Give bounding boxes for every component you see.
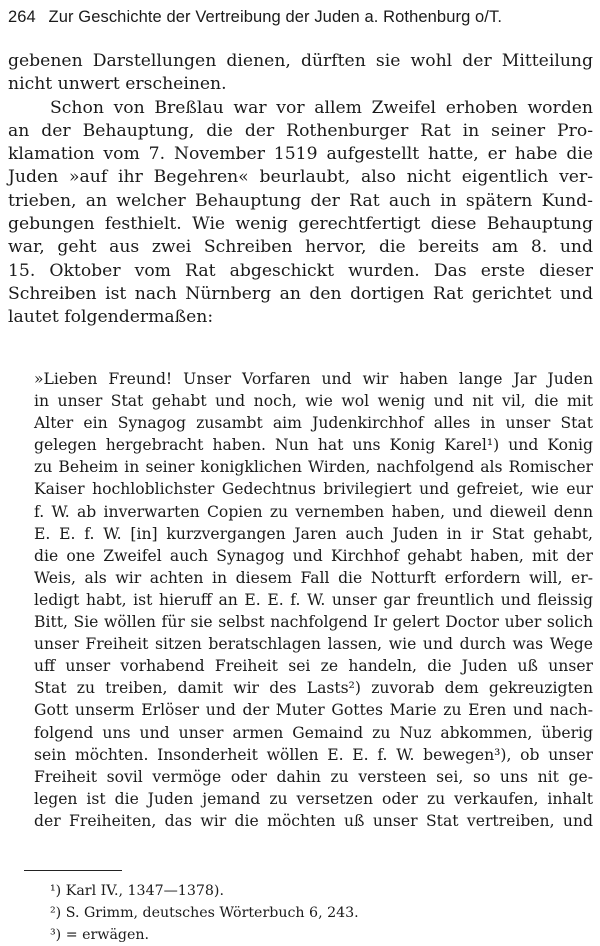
paragraph-continuation (8, 50, 593, 97)
text-line: trieben, an welcher Behauptung der Rat auch in spätern Kund- (8, 190, 593, 211)
text-line: klamation vom 7. November 1519 aufgestellt hatte, er habe die (8, 144, 593, 165)
quote-line: gelegen hergebracht haben. Nun hat uns Konig Karel¹) und Konig (34, 436, 593, 455)
running-header (8, 8, 593, 27)
text-line: lautet folgendermaßen: (8, 307, 214, 328)
quoted-letter (8, 368, 593, 832)
quote-line: Bitt, Sie wöllen für sie selbst nachfolgend Ir gelert Doctor uber solich (34, 613, 593, 632)
text-line: Schon von Breßlau war vor allem Zweifel erhoben worden (50, 97, 593, 118)
text-line: Schreiben ist nach Nürnberg an den dortigen Rat gerichtet und (8, 283, 593, 304)
footnote-2: ²) S. Grimm, deutsches Wörterbuch 6, 243. (50, 904, 359, 921)
quote-line: die one Zweifel auch Synagog und Kirchhof gehabt haben, mit der (34, 546, 593, 565)
footnotes (50, 881, 570, 946)
quote-line: f. W. ab inverwarten Copien zu vernemben haben, und dieweil denn (34, 502, 593, 521)
quote-line: zu Beheim in seiner konigklichen Wirden, nachfolgend als Romischer (34, 458, 593, 477)
main-text (8, 50, 593, 330)
quote-line: E. E. f. W. [in] kurzvergangen Jaren auch Juden in ir Stat gehabt, (34, 524, 593, 543)
quote-line: Freiheit sovil vermöge oder dahin zu versteen sei, so uns nit ge- (34, 767, 593, 786)
quote-line: in unser Stat gehabt und noch, wie wol wenig und nit vil, die mit (34, 392, 593, 411)
text-line: 15. Oktober vom Rat abgeschickt wurden. Das erste dieser (8, 260, 593, 281)
text-line: an der Behauptung, die der Rothenburger Rat in seiner Pro- (8, 120, 593, 141)
quote-line: uff unser vorhabend Freiheit sei ze handeln, die Juden uß unser (34, 657, 593, 676)
footnote-1: ¹) Karl IV., 1347—1378). (50, 883, 224, 899)
quote-line: Weis, als wir achten in diesem Fall die Notturft erfordern will, er- (34, 568, 593, 587)
text-line: nicht unwert erscheinen. (8, 74, 227, 95)
page-number: 264 (8, 8, 36, 26)
quote-line: ledigt habt, ist hieruff an E. E. f. W. unser gar freuntlich und fleissig (34, 590, 593, 609)
footnote-divider (24, 870, 122, 871)
text-line: gebungen festhielt. Wie wenig gerechtfertigt diese Behauptung (8, 214, 593, 235)
quote-line: Kaiser hochloblichster Gedechtnus brivilegiert und gefreiet, wie eur (34, 480, 593, 499)
paragraph (8, 97, 593, 330)
text-line: Juden »auf ihr Begehren« beurlaubt, also nicht eigentlich ver- (8, 167, 593, 188)
quote-line: unser Freiheit sitzen beratschlagen lassen, wie und durch was Wege (34, 635, 593, 654)
running-title: Zur Geschichte der Vertreibung der Juden a. Rothenburg o/T. (48, 8, 503, 26)
quote-line: Stat zu treiben, damit wir des Lasts²) zuvorab dem gekreuzigten (34, 679, 593, 698)
quote-line: Alter ein Synagog zusambt aim Judenkirchhof alles in unser Stat (34, 414, 593, 433)
quote-line: sein möchten. Insonderheit wöllen E. E. f. W. bewegen³), ob unser (34, 745, 593, 764)
text-line: war, geht aus zwei Schreiben hervor, die bereits am 8. und (8, 237, 593, 258)
quote-line: »Lieben Freund! Unser Vorfaren und wir haben lange Jar Juden (34, 370, 593, 388)
footnote-3: ³) = erwägen. (50, 926, 150, 943)
text-line: gebenen Darstellungen dienen, dürften sie wohl der Mitteilung (8, 51, 593, 71)
quote-line: der Freiheiten, das wir die möchten uß unser Stat vertreiben, und (34, 811, 593, 830)
quote-line: Gott unserm Erlöser und der Muter Gottes Marie zu Eren und nach- (34, 701, 593, 720)
quote-line: legen ist die Juden jemand zu versetzen oder zu verkaufen, inhalt (34, 789, 593, 808)
quote-line: folgend uns und unser armen Gemaind zu Nuz abkommen, überig (34, 723, 593, 742)
